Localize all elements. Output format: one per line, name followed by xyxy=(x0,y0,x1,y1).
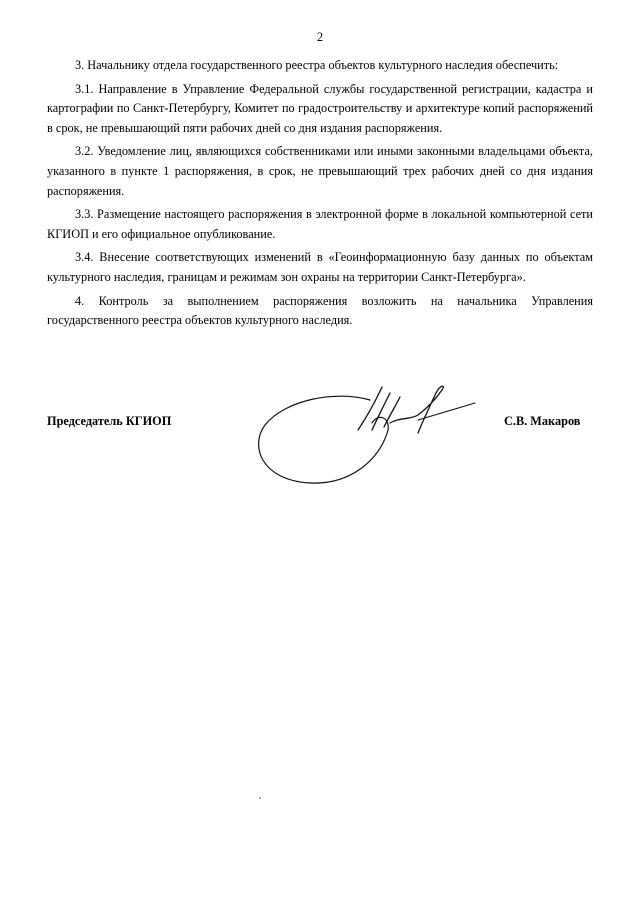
paragraph-3-1: 3.1. Направление в Управление Федеральной службы государственной регистрации, кадастра и картографии по Санкт-Петербургу, Комитет по градостроительству и архитектуре копий распоряжений в срок, не превышающий пяти рабочих дней со дня издания распоряжения. xyxy=(47,81,593,135)
scan-speck xyxy=(259,797,261,799)
paragraph-3: 3. Начальнику отдела государственного реестра объектов культурного наследия обеспечить: xyxy=(75,58,559,72)
page-number: 2 xyxy=(316,30,324,44)
signatory-title: Председатель КГИОП xyxy=(47,414,172,428)
signatory-name: С.В. Макаров xyxy=(504,414,581,428)
paragraph-4: 4. Контроль за выполнением распоряжения возложить на начальника Управления государственного реестра объектов культурного наследия. xyxy=(47,293,593,328)
paragraph-3-2: 3.2. Уведомление лиц, являющихся собственниками или иными законными владельцами объекта, указанного в пункте 1 распоряжения, в срок, не превышающий трех рабочих дней со дня издания распоряжения. xyxy=(47,144,593,198)
handwritten-signature xyxy=(250,375,480,490)
paragraph-3-3: 3.3. Размещение настоящего распоряжения в электронной форме в локальной компьютерной сети КГИОП и его официальное опубликование. xyxy=(47,207,593,241)
document-body xyxy=(47,56,593,335)
paragraph-3-4: 3.4. Внесение соответствующих изменений в «Геоинформационную базу данных по объектам культурного наследия, границам и режимам зон охраны на территории Санкт-Петербурга». xyxy=(47,250,593,284)
